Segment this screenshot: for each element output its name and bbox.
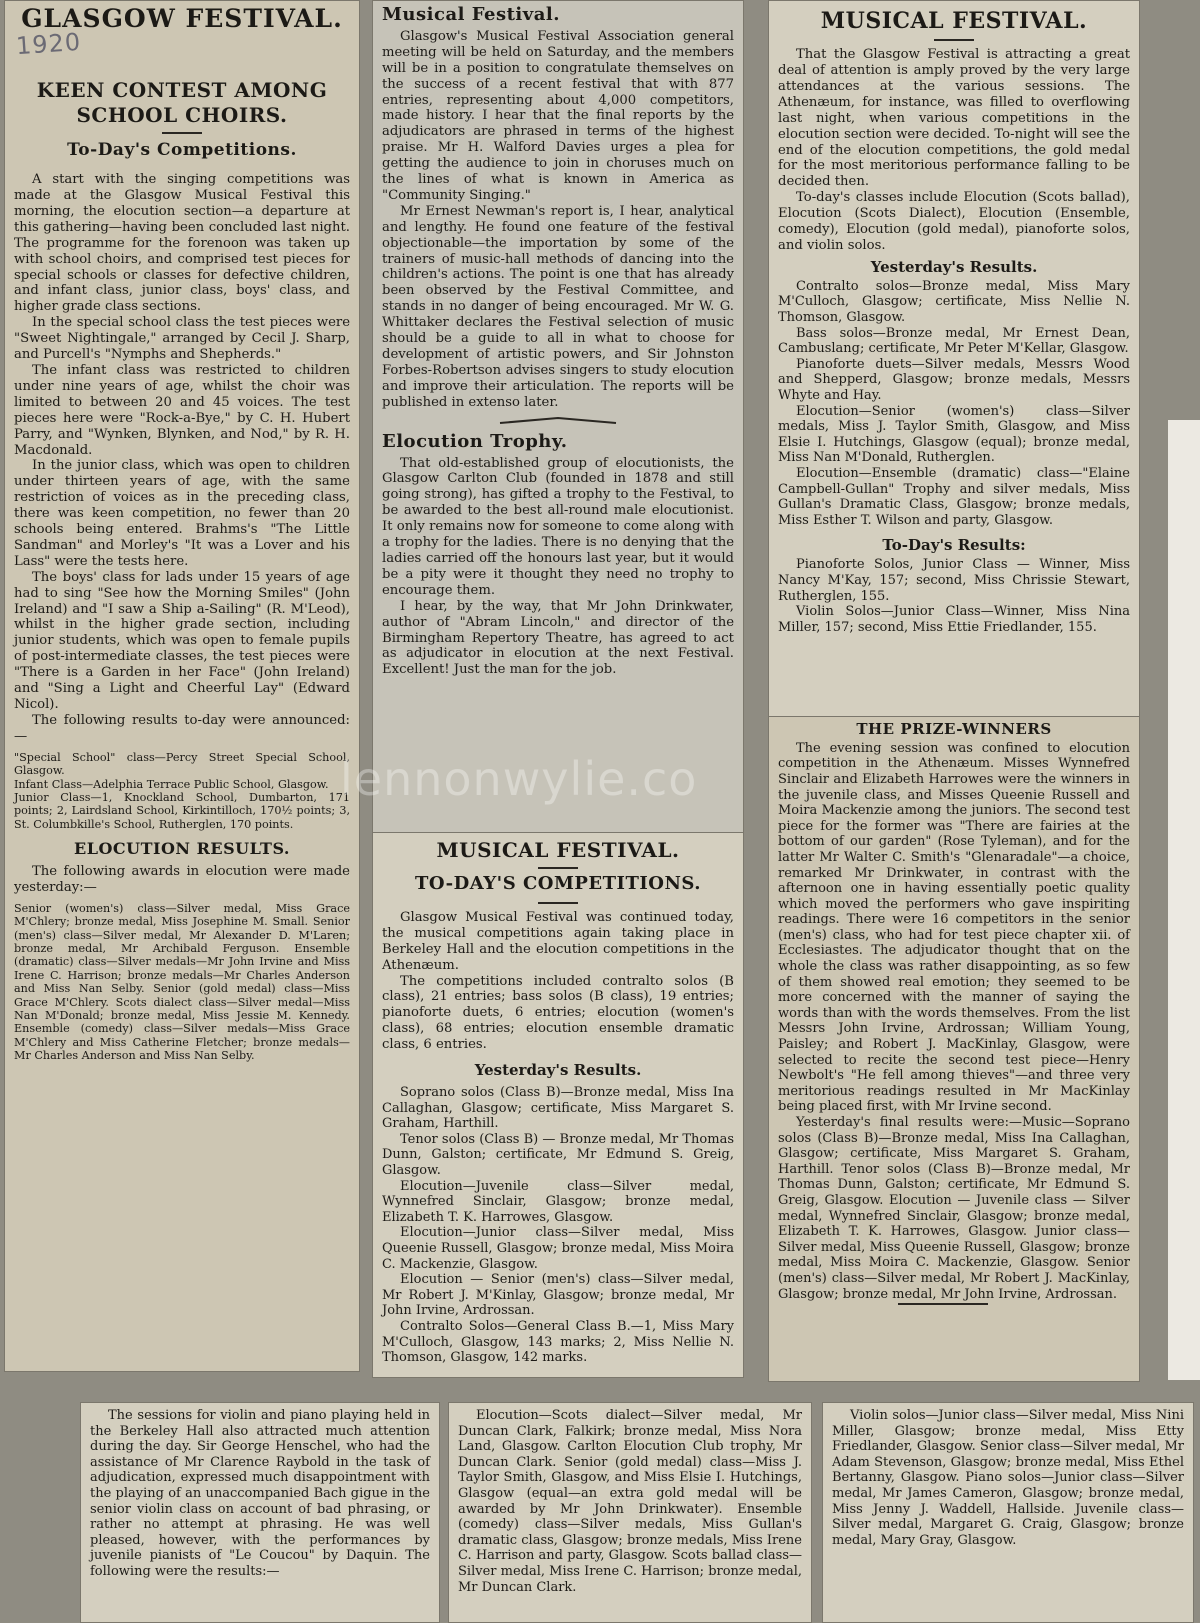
paragraph: The sessions for violin and piano playing held in the Berkeley Hall also attracted much attention during the day. Sir George Henschel, who had the assistance of Mr Clarence Raybold in the task of adjudication, expressed much disappointment with the playing of an unaccompanied Bach gigue in the senior violin class on account of bad phrasing, or rather no attempt at phrasing. He was well pleased, however, with the performances by juvenile pianists of "Le Coucou" by Daquin. The following were the results:— bbox=[90, 1408, 430, 1579]
paragraph: To-day's classes include Elocution (Scots ballad), Elocution (Scots Dialect), Elocution (Ensemble, comedy), Elocution (gold medal), pianoforte solos, and violin solos. bbox=[778, 190, 1130, 253]
pencil-date-note: 1920 bbox=[15, 27, 82, 61]
paragraph: Glasgow Musical Festival was continued today, the musical competitions again taking place in Berkeley Hall and the elocution competitions in the Athenæum. bbox=[382, 909, 734, 973]
clipping-musical-festival-notes bbox=[372, 0, 744, 842]
paragraph: The infant class was restricted to children under nine years of age, whilst the choir was limited to between 20 and 45 voices. The test pieces here were "Rock-a-Bye," by C. H. Hubert Parry, and "Wynken, Blynken, and Nod," by R. H. Macdonald. bbox=[14, 362, 350, 458]
result-line: Tenor solos (Class B) — Bronze medal, Mr Thomas Dunn, Galston; certificate, Mr Edmund S. Greig, Glasgow. bbox=[382, 1131, 734, 1179]
clipping-elocution-scots-dialect bbox=[448, 1402, 812, 1623]
section-heading: To-Day's Competitions. bbox=[67, 140, 297, 161]
hand-underline bbox=[898, 1303, 988, 1305]
subheadline: TO-DAY'S COMPETITIONS. bbox=[414, 873, 702, 894]
result-line: Violin Solos—Junior Class—Winner, Miss Nina Miller, 157; second, Miss Ettie Friedlander, 155. bbox=[778, 604, 1130, 635]
headline: MUSICAL FESTIVAL. bbox=[820, 8, 1088, 34]
divider bbox=[162, 132, 202, 134]
section-heading: Yesterday's Results. bbox=[870, 257, 1038, 276]
result-line: Soprano solos (Class B)—Bronze medal, Miss Ina Callaghan, Glasgow; certificate, Miss Margaret S. Graham, Harthill. bbox=[382, 1085, 734, 1132]
divider bbox=[934, 39, 974, 41]
paragraph: Elocution—Scots dialect—Silver medal, Mr Duncan Clark, Falkirk; bronze medal, Miss Nora Land, Glasgow. Carlton Elocution Club trophy, Mr Duncan Clark. Senior (gold medal) class—Miss J. Taylor Smith, Glasgow, and Miss Elsie I. Hutchings, Glasgow (equal—an extra gold medal will be awarded by Mr John Drinkwater). Ensemble (comedy) class—Silver medals, Miss Gullan's dramatic class, Glasgow; bronze medals, Miss Irene C. Harrison and party, Glasgow. Scots ballad class—Silver medal, Miss Irene C. Harrison; bronze medal, Mr Duncan Clark. bbox=[458, 1408, 802, 1595]
paragraph: Violin solos—Junior class—Silver medal, Miss Nini Miller, Glasgow; bronze medal, Miss Etty Friedlander, Glasgow. Senior class—Silver medal, Mr Adam Stevenson, Glasgow; bronze medal, Miss Ethel Bertanny, Glasgow. Piano solos—Junior class—Silver medal, Mr James Cameron, Glasgow; bronze medal, Miss Jenny J. Waddell, Hallside. Juvenile class—Silver medal, Margaret G. Craig, Glasgow; bronze medal, Mary Gray, Glasgow. bbox=[832, 1408, 1184, 1548]
result-line: Elocution—Ensemble (dramatic) class—"Elaine Campbell-Gullan" Trophy and silver medals, Miss Gullan's Dramatic Class, Glasgow; bronze medals, Miss Esther T. Wilson and party, Glasgow. bbox=[778, 466, 1130, 528]
result-line: Pianoforte duets—Silver medals, Messrs Wood and Shepperd, Glasgow; bronze medals, Messrs Whyte and Hay. bbox=[778, 356, 1130, 404]
subheadline-1: KEEN CONTEST AMONG bbox=[36, 78, 328, 103]
paragraph: The following results to-day were announced:— bbox=[14, 712, 350, 744]
divider bbox=[538, 867, 578, 869]
paragraph: The evening session was confined to elocution competition in the Athenæum. Misses Wynnefred Sinclair and Elizabeth Harrowes were the winners in the juvenile class, and Misses Queenie Russell and Moira Mackenzie among the juniors. The second test piece for the former was "There are fairies at the bottom of our garden" (Rose Tyleman), and for the latter Mr Walter C. Smith's "Glenaradale"—a choice, remarked Mr Drinkwater, in contrast with the afternoon one in having essentially poetic quality which moved the performers who gave inspiriting readings. There were 16 competitors in the senior (men's) class, who had for test piece chapter xii. of Ecclesiastes. The adjudicator thought that on the whole the class was rather disappointing, as so few of them showed real emotion; they seemed to be more concerned with the manner of saying the words than with the words themselves. From the list Messrs John Irvine, Ardrossan; William Young, Paisley; and Robert J. MacKinlay, Glasgow, were selected to recite the second test piece—Henry Newbolt's "He fell among thieves"—and three very meritorious readings resulted in Mr MacKinlay being placed first, with Mr Irvine second. bbox=[778, 740, 1130, 1115]
result-line: Infant Class—Adelphia Terrace Public School, Glasgow. bbox=[14, 777, 329, 791]
paragraph: The competitions included contralto solos (B class), 21 entries; bass solos (B class), 19 entries; pianoforte duets, 6 entries; elocution (women's class), 68 entries; elocution ensemble dramatic class, 6 entries. bbox=[382, 973, 734, 1053]
clipping-musical-festival-results bbox=[372, 832, 744, 1378]
divider bbox=[538, 902, 578, 904]
backing-card bbox=[1168, 420, 1200, 1380]
paragraph: A start with the singing competitions was made at the Glasgow Musical Festival this morning, the elocution section—a departure at this gathering—having been concluded last night. The programme for the forenoon was taken up with school choirs, and comprised test pieces for special schools or classes for defective children, and infant class, junior class, boys' class, and higher grade class sections. bbox=[14, 172, 350, 315]
results-body: Senior (women's) class—Silver medal, Miss Grace M'Chlery; bronze medal, Miss Josephine M. Small. Senior (men's) class—Silver medal, Mr Alexander D. M'Laren; bronze medal, Mr Archibald Ferguson. Ensemble (dramatic) class—Silver medals—Mr John Irvine and Miss Irene C. Harrison; bronze medals—Mr Charles Anderson and Miss Nan Selby. Senior (gold medal) class—Miss Grace M'Chlery. Scots dialect class—Silver medal—Miss Nan M'Donald; bronze medal, Miss Jessie M. Kennedy. Ensemble (comedy) class—Silver medals—Miss Grace M'Chlery and Miss Catherine Fletcher; bronze medals—Mr Charles Anderson and Miss Nan Selby. bbox=[14, 901, 350, 1063]
section-heading: ELOCUTION RESULTS. bbox=[74, 839, 290, 859]
result-line: Contralto solos—Bronze medal, Miss Mary M'Culloch, Glasgow; certificate, Miss Nellie N. Thomson, Glasgow. bbox=[778, 278, 1130, 326]
section-heading: Yesterday's Results. bbox=[474, 1061, 642, 1080]
headline: Elocution Trophy. bbox=[382, 430, 568, 452]
section-heading: To-Day's Results: bbox=[882, 536, 1026, 555]
paragraph: In the special school class the test pieces were "Sweet Nightingale," arranged by Cecil J. Sharp, and Purcell's "Nymphs and Shepherds." bbox=[14, 315, 350, 363]
clipping-glasgow-festival bbox=[4, 0, 360, 1372]
paragraph: I hear, by the way, that Mr John Drinkwater, author of "Abram Lincoln," and director of the Birmingham Repertory Theatre, has agreed to act as adjudicator in elocution at the next Festival. Excellent! Just the man for the job. bbox=[382, 598, 734, 678]
headline: MUSICAL FESTIVAL. bbox=[436, 838, 680, 862]
clipping-musical-festival-attendance bbox=[768, 0, 1140, 720]
watermark: lennonwylie.co bbox=[340, 752, 698, 806]
paragraph: The following awards in elocution were made yesterday:— bbox=[14, 863, 350, 895]
paragraph: That the Glasgow Festival is attracting a great deal of attention is amply proved by the very large attendances at the various sessions. The Athenæum, for instance, was filled to overflowing last night, when various competitions in the elocution section were decided. To-night will see the end of the elocution competitions, the gold medal for the most meritorious performance falling to be decided then. bbox=[778, 47, 1130, 190]
headline: GLASGOW FESTIVAL. bbox=[21, 4, 343, 33]
clipping-violin-solos-results bbox=[822, 1402, 1194, 1623]
result-line: Elocution—Junior class—Silver medal, Miss Queenie Russell, Glasgow; bronze medal, Miss Moira C. Mackenzie, Glasgow. bbox=[382, 1225, 734, 1272]
paragraph: The boys' class for lads under 15 years of age had to sing "See how the Morning Smiles" (John Ireland) and "I saw a Ship a-Sailing" (R. M'Leod), whilst in the higher grade section, including junior students, which was open to female pupils of post-intermediate classes, the test pieces were "There is a Garden in her Face" (John Ireland) and "Sing a Light and Cheerful Lay" (Edward Nicol). bbox=[14, 569, 350, 712]
headline: Musical Festival. bbox=[382, 4, 560, 25]
subheadline-2: SCHOOL CHOIRS. bbox=[76, 103, 288, 128]
paragraph: Mr Ernest Newman's report is, I hear, analytical and lengthy. He found one feature of the festival objectionable—the importation by some of the trainers of music-hall methods of dancing into the children's actions. The point is one that has already been observed by the Festival Committee, and stands in no danger of being encouraged. Mr W. G. Whittaker declares the Festival selection of music should be a guide to all in what to choose for development of artistic powers, and Sir Johnston Forbes-Robertson advises singers to study elocution and improve their articulation. The reports will be published in extenso later. bbox=[382, 203, 734, 410]
ornament-divider bbox=[498, 415, 618, 427]
paragraph: That old-established group of elocutionists, the Glasgow Carlton Club (founded in 1878 and still going strong), has gifted a trophy to the Festival, to be awarded to the best all-round male elocutionist. It only remains now for someone to come along with a trophy for the ladies. There is no denying that the ladies carried off the honours last year, but it would be a pity were it thought they need no trophy to encourage them. bbox=[382, 455, 734, 598]
result-line: Bass solos—Bronze medal, Mr Ernest Dean, Cambuslang; certificate, Mr Peter M'Kellar, Glasgow. bbox=[778, 325, 1130, 357]
result-line: Junior Class—1, Knockland School, Dumbarton, 171 points; 2, Lairdsland School, Kirkintilloch, 170½ points; 3, St. Columbkille's School, Rutherglen, 170 points. bbox=[14, 790, 350, 831]
result-line: Elocution — Senior (men's) class—Silver medal, Mr Robert J. M'Kinlay, Glasgow; bronze medal, Mr John Irvine, Ardrossan. bbox=[382, 1272, 734, 1319]
paragraph: Yesterday's final results were:—Music—Soprano solos (Class B)—Bronze medal, Miss Ina Callaghan, Glasgow; certificate, Miss Margaret S. Graham, Harthill. Tenor solos (Class B)—Bronze medal, Mr Thomas Dunn, Galston; certificate, Mr Edmund S. Greig, Glasgow. Elocution — Juvenile class — Silver medal, Wynnefred Sinclair, Glasgow; bronze medal, Elizabeth T. K. Harrowes, Glasgow. Junior class—Silver medal, Miss Queenie Russell, Glasgow; bronze medal, Miss Moira C. Mackenzie, Glasgow. Senior (men's) class—Silver medal, Mr Robert J. MacKinlay, Glasgow; bronze medal, Mr John Irvine, Ardrossan. bbox=[778, 1115, 1130, 1302]
clipping-violin-piano-sessions bbox=[80, 1402, 440, 1623]
result-line: Pianoforte Solos, Junior Class — Winner, Miss Nancy M'Kay, 157; second, Miss Chrissie Stewart, Rutherglen, 155. bbox=[778, 557, 1130, 604]
result-line: Elocution—Senior (women's) class—Silver medals, Miss J. Taylor Smith, Glasgow, and Miss Elsie I. Hutchings, Glasgow (equal); bronze medal, Miss Nan M'Donald, Rutherglen. bbox=[778, 403, 1130, 466]
result-line: "Special School" class—Percy Street Special School, Glasgow. bbox=[14, 750, 350, 778]
paragraph: In the junior class, which was open to children under thirteen years of age, with the same restriction of voices as in the preceding class, there was keen competition, no fewer than 20 schools being entered. Brahms's "The Little Sandman" and Morley's "It was a Lover and his Lass" were the tests here. bbox=[14, 458, 350, 569]
clipping-prize-winners bbox=[768, 716, 1140, 1382]
result-line: Contralto Solos—General Class B.—1, Miss Mary M'Culloch, Glasgow, 143 marks; 2, Miss Nellie N. Thomson, Glasgow, 142 marks. bbox=[382, 1318, 734, 1366]
paragraph: Glasgow's Musical Festival Association general meeting will be held on Saturday, and the members will be in a position to congratulate themselves on the success of a recent festival that with 877 entries, representing about 4,000 competitors, made history. I hear that the final reports by the adjudicators are phrased in terms of the highest praise. Mr H. Walford Davies urges a plea for getting the audience to join in choruses much on the lines of what is known in America as "Community Singing." bbox=[382, 28, 734, 203]
result-line: Elocution—Juvenile class—Silver medal, Wynnefred Sinclair, Glasgow; bronze medal, Elizabeth T. K. Harrowes, Glasgow. bbox=[382, 1178, 734, 1225]
headline: THE PRIZE-WINNERS bbox=[856, 720, 1052, 738]
